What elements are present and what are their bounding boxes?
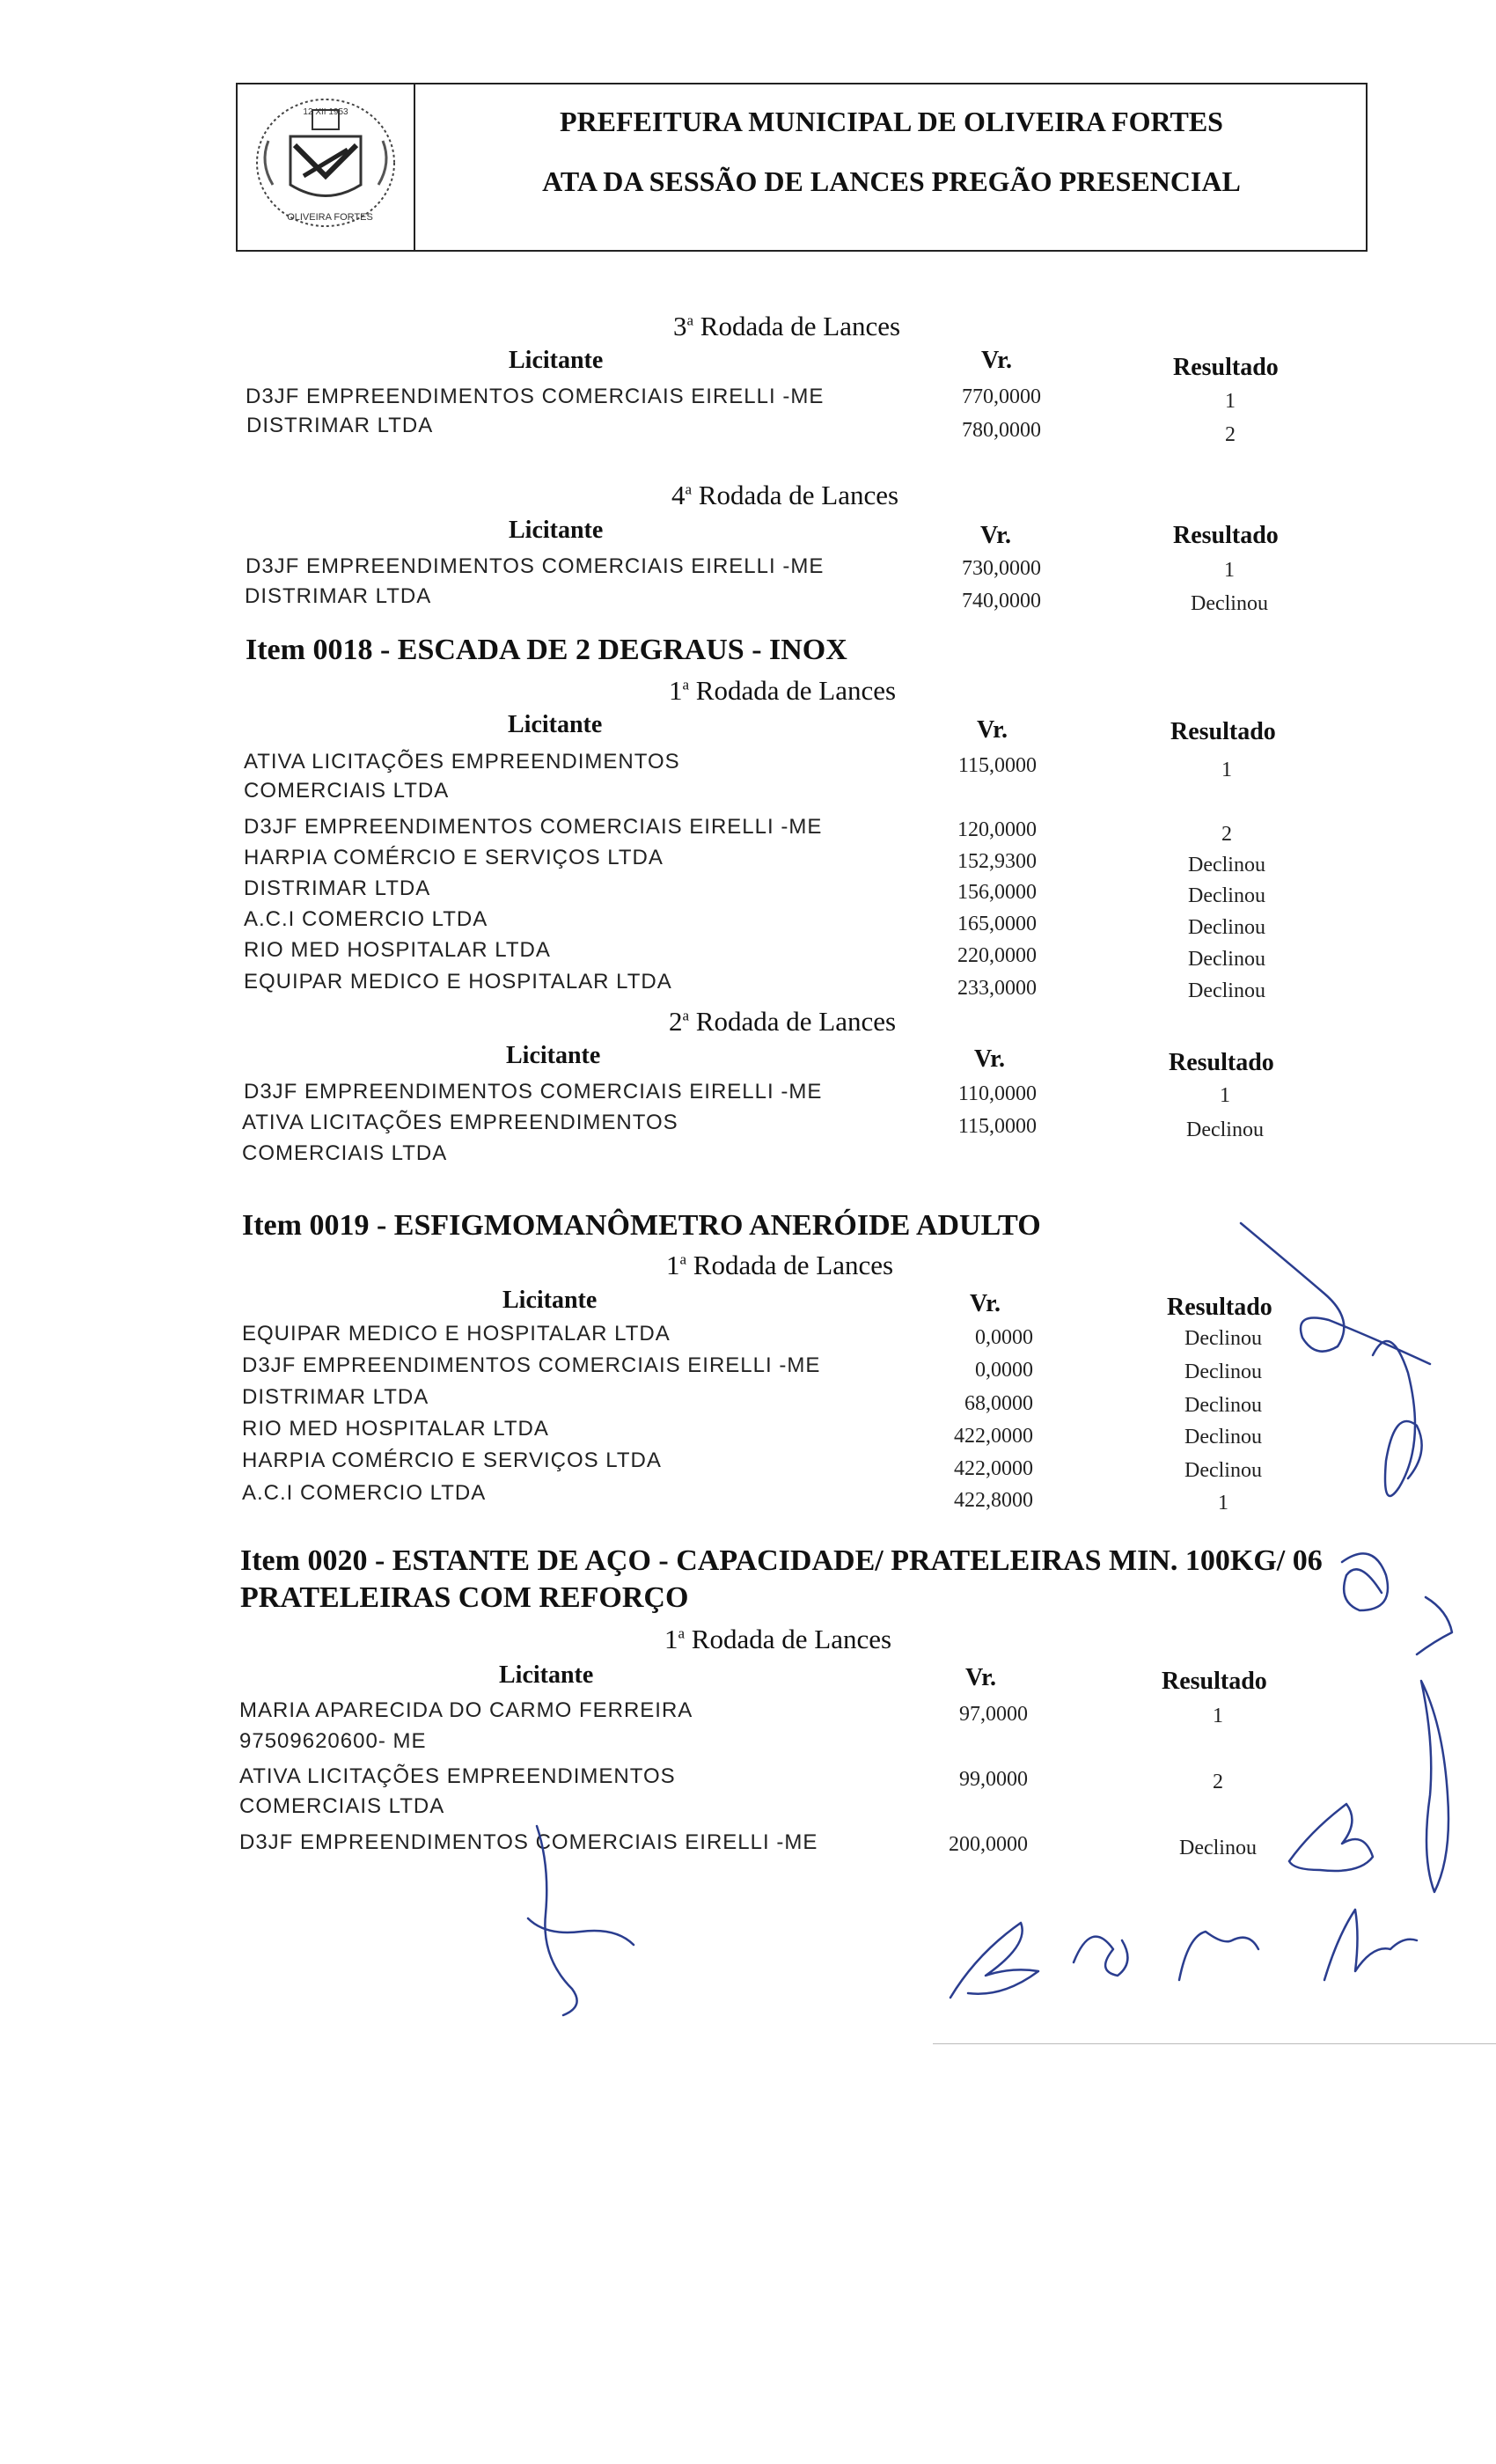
- bid-row-value: 97,0000: [959, 1703, 1028, 1726]
- bid-row-value: 152,9300: [957, 850, 1037, 873]
- bid-row-licitante: A.C.I COMERCIO LTDA: [242, 1481, 487, 1505]
- bid-row-result: Declinou: [1184, 1459, 1262, 1482]
- bid-row-licitante: DISTRIMAR LTDA: [245, 584, 432, 608]
- column-header-licitante: Licitante: [502, 1287, 598, 1314]
- column-header-resultado: Resultado: [1173, 354, 1279, 381]
- column-header-resultado: Resultado: [1173, 522, 1279, 549]
- column-header-licitante: Licitante: [506, 1042, 601, 1069]
- bid-row-value: 115,0000: [957, 754, 1037, 777]
- bid-row-value: 730,0000: [962, 557, 1041, 580]
- bid-row-licitante: DISTRIMAR LTDA: [242, 1385, 429, 1409]
- bid-row-licitante: HARPIA COMÉRCIO E SERVIÇOS LTDA: [242, 1448, 662, 1472]
- bid-row-result: Declinou: [1179, 1837, 1257, 1859]
- bid-row-result: 1: [1225, 390, 1236, 413]
- bid-row-value: 165,0000: [957, 913, 1037, 935]
- column-header-valor: Vr.: [980, 522, 1011, 549]
- bid-row-result: 1: [1218, 1492, 1228, 1514]
- signature-mark-right-middle: [1342, 1553, 1452, 1892]
- column-header-valor: Vr.: [977, 716, 1008, 744]
- bid-row-licitante: RIO MED HOSPITALAR LTDA: [242, 1417, 549, 1441]
- bid-row-licitante: EQUIPAR MEDICO E HOSPITALAR LTDA: [244, 970, 672, 994]
- bid-row-value: 220,0000: [957, 944, 1037, 967]
- bid-row-licitante: D3JF EMPREENDIMENTOS COMERCIAIS EIRELLI -ME: [246, 385, 825, 408]
- bid-row-licitante-cont: COMERCIAIS LTDA: [242, 1141, 448, 1165]
- bid-row-result: Declinou: [1188, 948, 1265, 971]
- rodada-heading: 1$^a$ Rodada de Lances: [666, 1250, 894, 1280]
- bid-row-result: Declinou: [1191, 592, 1268, 615]
- signature-mark-bottom-row: [950, 1910, 1417, 1998]
- item-title-cont: PRATELEIRAS COM REFORÇO: [240, 1581, 689, 1614]
- bid-row-value: 233,0000: [957, 977, 1037, 1000]
- bid-row-licitante: D3JF EMPREENDIMENTOS COMERCIAIS EIRELLI -ME: [244, 1080, 823, 1104]
- document-subtitle: ATA DA SESSÃO DE LANCES PREGÃO PRESENCIAL: [542, 165, 1241, 197]
- column-header-resultado: Resultado: [1162, 1668, 1267, 1695]
- bid-row-licitante-cont: COMERCIAIS LTDA: [239, 1794, 445, 1818]
- rodada-heading: 2$^a$ Rodada de Lances: [669, 1006, 897, 1037]
- bid-row-result: Declinou: [1188, 979, 1265, 1002]
- bid-row-licitante: D3JF EMPREENDIMENTOS COMERCIAIS EIRELLI -ME: [239, 1830, 818, 1854]
- bid-row-value: 156,0000: [957, 881, 1037, 904]
- rodada-heading: 3$^a$ Rodada de Lances: [673, 311, 901, 341]
- bid-row-result: 1: [1213, 1705, 1223, 1727]
- bid-row-licitante: RIO MED HOSPITALAR LTDA: [244, 938, 551, 962]
- rodada-heading: 1$^a$ Rodada de Lances: [664, 1624, 892, 1654]
- bid-row-licitante: D3JF EMPREENDIMENTOS COMERCIAIS EIRELLI -ME: [246, 554, 825, 578]
- bid-row-value: 770,0000: [962, 385, 1041, 408]
- bid-row-value: 0,0000: [975, 1359, 1033, 1382]
- column-header-resultado: Resultado: [1170, 718, 1276, 745]
- item-title: Item 0019 - ESFIGMOMANÔMETRO ANERÓIDE ADULTO: [242, 1209, 1041, 1242]
- rodada-heading: 1$^a$ Rodada de Lances: [669, 675, 897, 706]
- column-header-valor: Vr.: [970, 1290, 1001, 1317]
- bid-row-licitante: ATIVA LICITAÇÕES EMPREENDIMENTOS: [239, 1764, 676, 1788]
- column-header-licitante: Licitante: [509, 517, 604, 544]
- bid-row-result: 2: [1213, 1771, 1223, 1793]
- bid-row-value: 115,0000: [957, 1115, 1037, 1138]
- item-title: Item 0020 - ESTANTE DE AÇO - CAPACIDADE/ PRATELEIRAS MIN. 100KG/ 06: [240, 1544, 1323, 1577]
- bid-row-result: Declinou: [1184, 1394, 1262, 1417]
- bid-row-licitante: HARPIA COMÉRCIO E SERVIÇOS LTDA: [244, 846, 664, 869]
- bid-row-value: 200,0000: [949, 1833, 1028, 1856]
- column-header-valor: Vr.: [965, 1664, 996, 1691]
- bid-row-value: 740,0000: [962, 590, 1041, 612]
- bid-row-result: 1: [1220, 1084, 1230, 1107]
- bid-row-result: Declinou: [1186, 1118, 1264, 1141]
- bid-row-value: 120,0000: [957, 818, 1037, 841]
- page-bottom-rule: [933, 2043, 1496, 2044]
- column-header-licitante: Licitante: [509, 347, 604, 374]
- bid-row-result: Declinou: [1184, 1426, 1262, 1448]
- column-header-licitante: Licitante: [508, 711, 603, 738]
- bid-row-result: Declinou: [1188, 884, 1265, 907]
- bid-row-licitante: D3JF EMPREENDIMENTOS COMERCIAIS EIRELLI -ME: [242, 1353, 821, 1377]
- bid-row-result: Declinou: [1184, 1327, 1262, 1350]
- bid-row-result: Declinou: [1184, 1360, 1262, 1383]
- column-header-resultado: Resultado: [1169, 1049, 1274, 1076]
- bid-row-result: 1: [1224, 559, 1235, 582]
- document-title: PREFEITURA MUNICIPAL DE OLIVEIRA FORTES: [560, 106, 1223, 137]
- bid-row-licitante: ATIVA LICITAÇÕES EMPREENDIMENTOS: [242, 1111, 678, 1134]
- signature-mark-top-right: [1241, 1223, 1430, 1496]
- bid-row-licitante: DISTRIMAR LTDA: [246, 414, 434, 437]
- municipal-seal-icon: [251, 88, 400, 238]
- bid-row-licitante-cont: 97509620600- ME: [239, 1729, 427, 1753]
- column-header-valor: Vr.: [981, 347, 1012, 374]
- rodada-heading: 4$^a$ Rodada de Lances: [671, 480, 899, 510]
- bid-row-value: 780,0000: [962, 419, 1041, 442]
- bid-row-licitante: A.C.I COMERCIO LTDA: [244, 907, 488, 931]
- bid-row-result: Declinou: [1188, 854, 1265, 876]
- bid-row-value: 422,0000: [954, 1425, 1033, 1448]
- seal-city-text: OLIVEIRA FORTES: [287, 212, 373, 223]
- bid-row-licitante: ATIVA LICITAÇÕES EMPREENDIMENTOS: [244, 750, 680, 774]
- column-header-valor: Vr.: [974, 1045, 1005, 1073]
- bid-row-licitante: D3JF EMPREENDIMENTOS COMERCIAIS EIRELLI -ME: [244, 815, 823, 839]
- bid-row-licitante: DISTRIMAR LTDA: [244, 876, 431, 900]
- bid-row-result: 1: [1221, 759, 1232, 781]
- bid-row-licitante: EQUIPAR MEDICO E HOSPITALAR LTDA: [242, 1322, 671, 1346]
- column-header-licitante: Licitante: [499, 1661, 594, 1689]
- seal-date-text: 12 XII 1953: [303, 107, 348, 117]
- bid-row-licitante-cont: COMERCIAIS LTDA: [244, 779, 450, 803]
- item-title: Item 0018 - ESCADA DE 2 DEGRAUS - INOX: [246, 634, 847, 666]
- bid-row-value: 68,0000: [964, 1392, 1033, 1415]
- bid-row-value: 99,0000: [959, 1768, 1028, 1791]
- bid-row-value: 0,0000: [975, 1326, 1033, 1349]
- bid-row-value: 422,8000: [954, 1489, 1033, 1512]
- bid-row-licitante: MARIA APARECIDA DO CARMO FERREIRA: [239, 1698, 693, 1722]
- bid-row-value: 422,0000: [954, 1457, 1033, 1480]
- column-header-resultado: Resultado: [1167, 1294, 1272, 1321]
- bid-row-result: Declinou: [1188, 916, 1265, 939]
- bid-row-result: 2: [1221, 823, 1232, 846]
- bid-row-value: 110,0000: [957, 1082, 1037, 1105]
- bid-row-result: 2: [1225, 423, 1236, 446]
